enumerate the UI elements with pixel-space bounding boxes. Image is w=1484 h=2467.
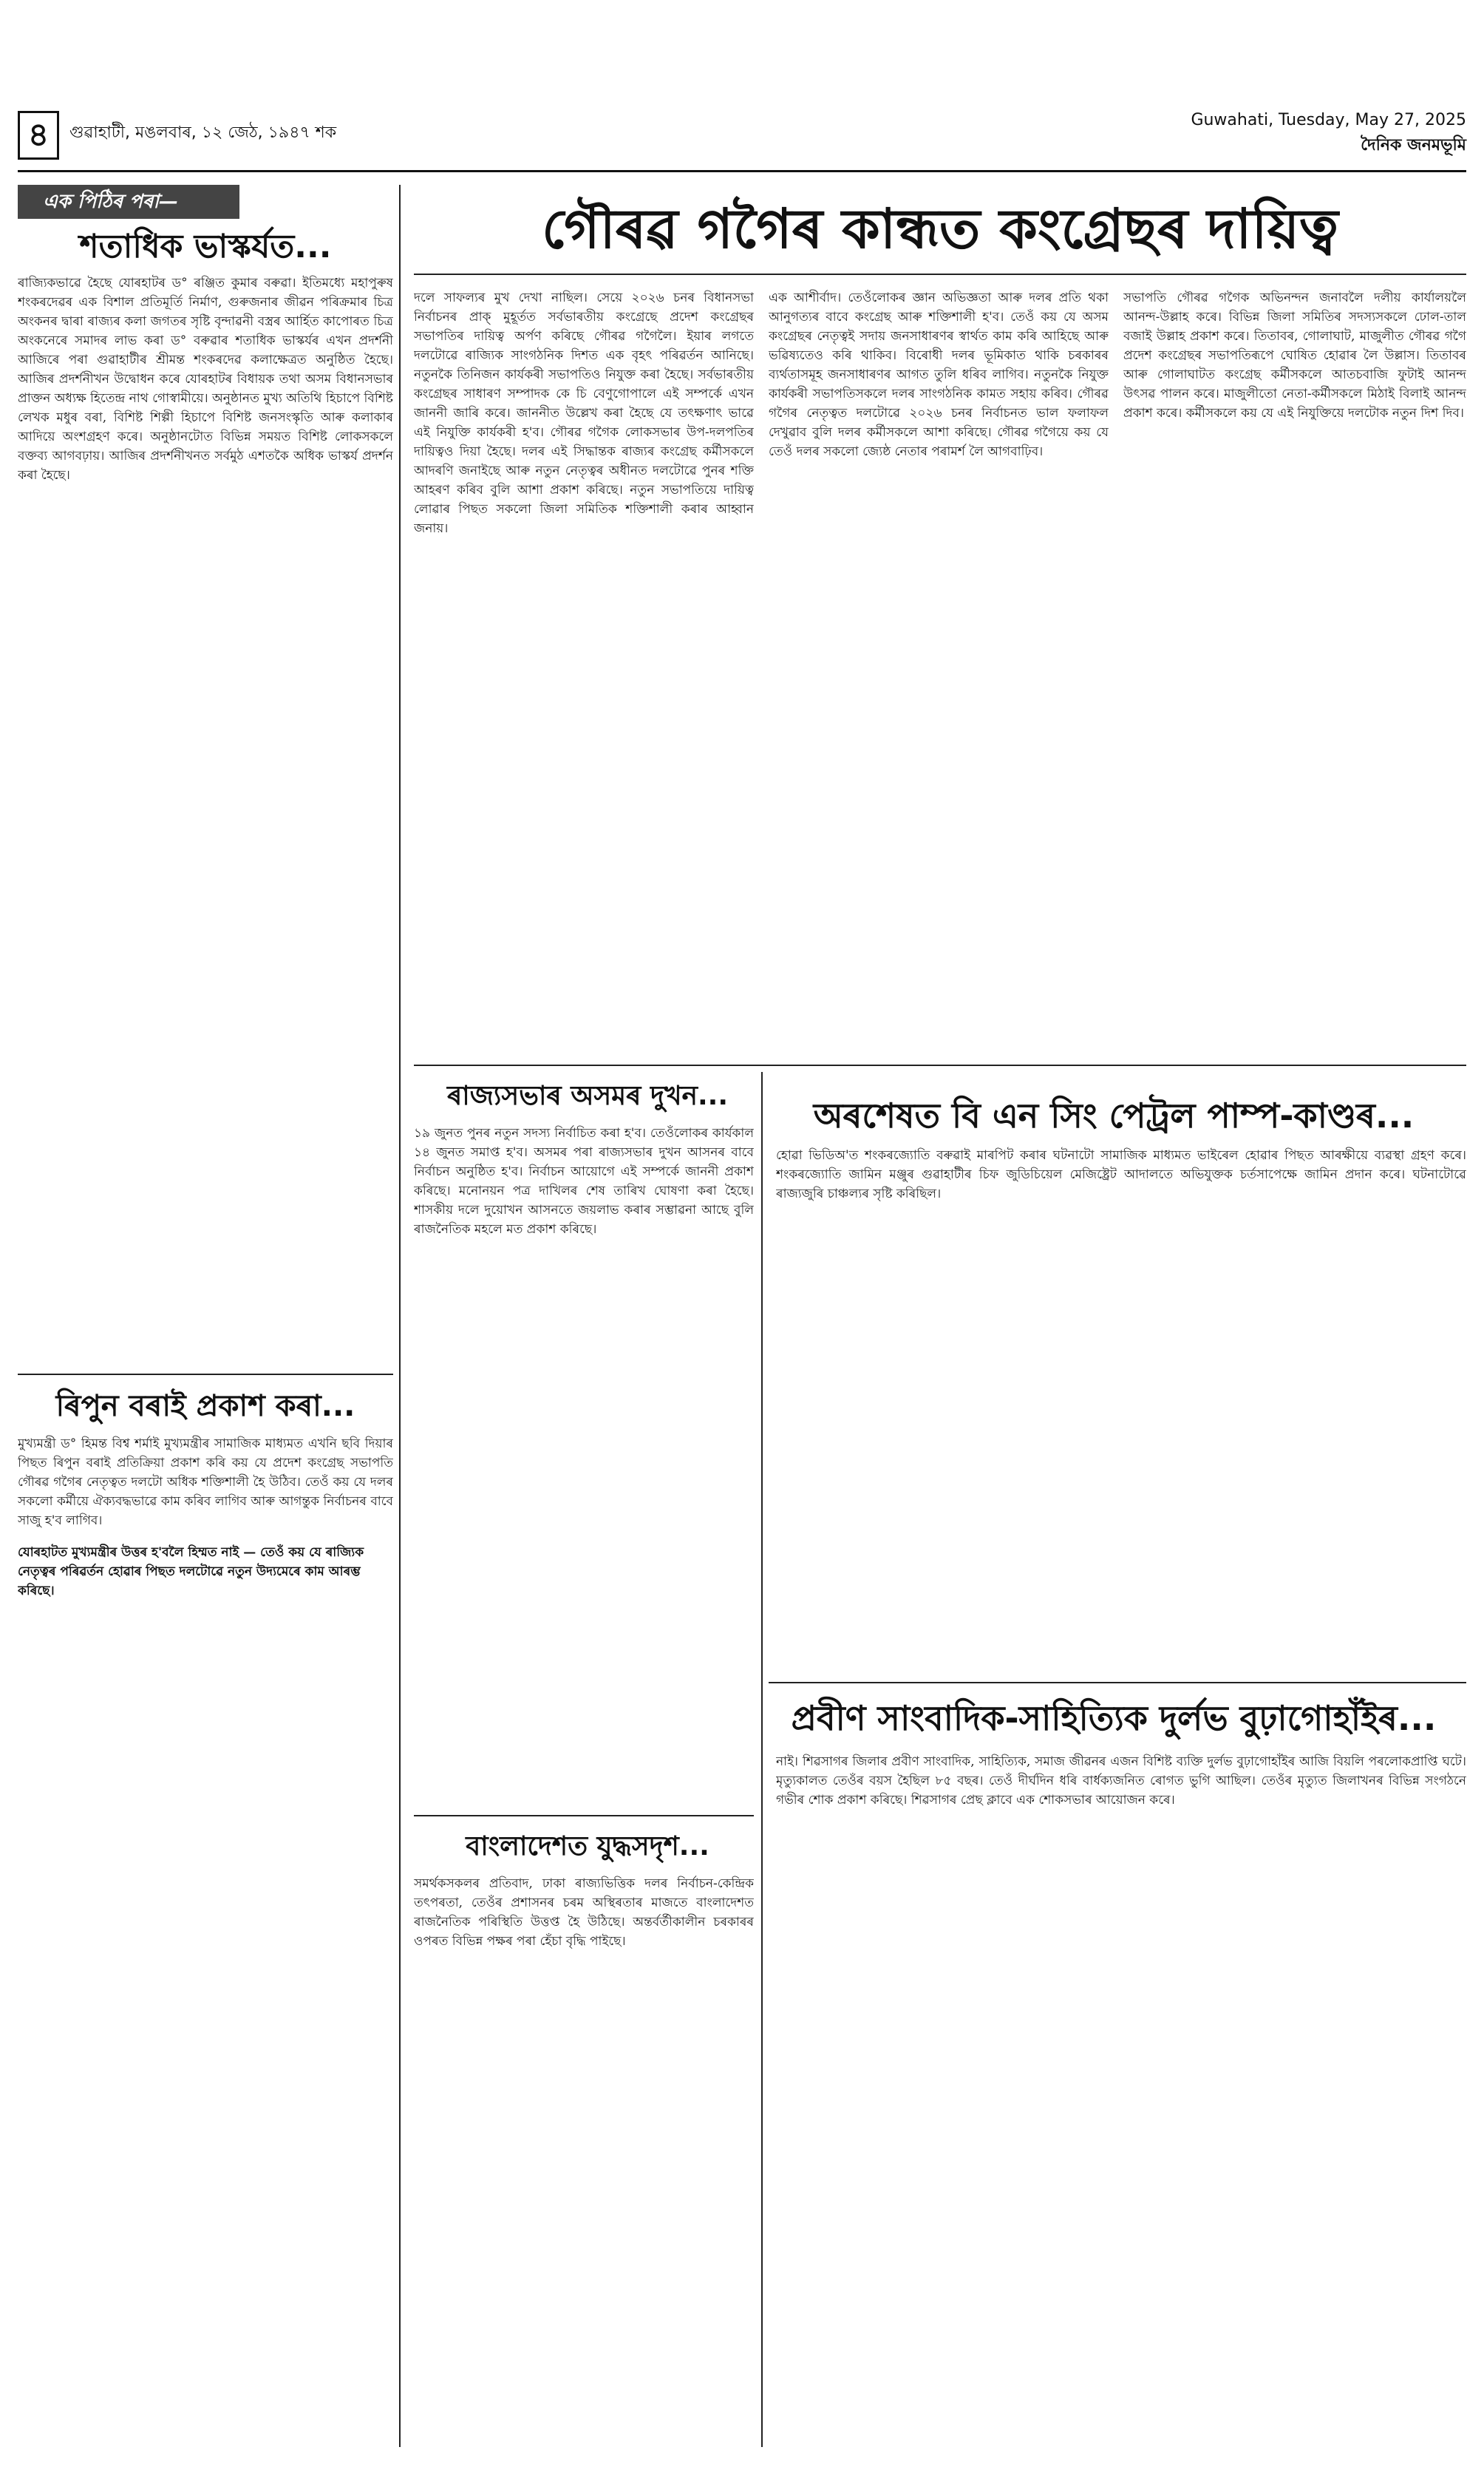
main-article-body-1: দলে সাফল্যৰ মুখ দেখা নাছিল। সেয়ে ২০২৬ চনৰ বিধানসভা নিৰ্বাচনৰ প্ৰাক্‌ মুহূৰ্তত সৰ্বভাৰতীয় কংগ্ৰেছে প্ৰদেশ কংগ্ৰেছৰ সভাপতিৰ দায়িত্ব অৰ্পণ কৰিছে গৌৰৱ গগৈলৈ। ইয়াৰ লগতে দলটোৱে ৰাজ্যিক সাংগঠনিক দিশত এক বৃহৎ পৰিৱৰ্তন আনিছে। নতুনকৈ তিনিজন কাৰ্যকৰী সভাপতিও নিযুক্ত কৰা হৈছে। সৰ্বভাৰতীয় কংগ্ৰেছৰ সাধাৰণ সম্পাদক কে চি বেণুগোপালে এই সম্পৰ্কে এখন জাননী জাৰি কৰে। জাননীত উল্লেখ কৰা হৈছে যে তৎক্ষণাৎ ভাৱে এই নিযুক্তি কাৰ্যকৰী হ'ব। গৌৰৱ গগৈক লোকসভাৰ উপ-দলপতিৰ দায়িত্বও দিয়া হৈছে। দলৰ এই সিদ্ধান্তক ৰাজ্যৰ কংগ্ৰেছ কৰ্মীসকলে আদৰণি জনাইছে আৰু নতুন নেতৃত্বৰ অধীনত দলটোৱে পুনৰ শক্তি আহৰণ কৰিব বুলি আশা প্ৰকাশ কৰিছে। নতুন সভাপতিয়ে দায়িত্ব লোৱাৰ পিছত সকলো জিলা সমিতিক শক্তিশালী কৰাৰ আহ্বান জনায়। xyxy=(414,291,754,536)
article-obituary-body: নাই। শিৱসাগৰ জিলাৰ প্ৰবীণ সাংবাদিক, সাহিত্যিক, সমাজ জীৱনৰ এজন বিশিষ্ট ব্যক্তি দুৰ্লভ বুঢ়াগোহাঁইৰ আজি বিয়লি পৰলোকপ্ৰাপ্তি ঘটে। মৃত্যুকালত তেওঁৰ বয়স হৈছিল ৮৫ বছৰ। তেওঁ দীৰ্ঘদিন ধৰি বাৰ্ধক্যজনিত ৰোগত ভুগি আছিল। তেওঁৰ মৃত্যুত জিলাখনৰ বিভিন্ন সংগঠনে গভীৰ শোক প্ৰকাশ কৰিছে। শিৱসাগৰ প্ৰেছ ক্লাবে এক শোকসভাৰ আয়োজন কৰে। xyxy=(776,1754,1466,1808)
headline-rajyasabha: ৰাজ্যসভাৰ অসমৰ দুখন... xyxy=(446,1081,729,1111)
paper-name: দৈনিক জনমভূমি xyxy=(1361,135,1466,155)
article-sculpture xyxy=(18,274,393,1368)
article-petrol-pump xyxy=(776,1146,1466,1678)
divider-mid xyxy=(414,1815,754,1816)
headline-petrol-pump: অৰশেষত বি এন সিং পেট্ৰল পাম্প-কাণ্ডৰ... xyxy=(813,1096,1415,1136)
main-article-col2 xyxy=(769,288,1109,1057)
column-rule-mid xyxy=(761,1072,763,2447)
article-petrol-pump-body: হোৱা ভিডিঅ'ত শংকৰজ্যোতি বৰুৱাই মাৰপিট কৰাৰ ঘটনাটো সামাজিক মাধ্যমত ভাইৰেল হোৱাৰ পিছত আৰক্ষীয়ে ব্যৱস্থা গ্ৰহণ কৰে। শংকৰজ্যোতি জামিন মঞ্জুৰ গুৱাহাটীৰ চিফ জুডিচিয়েল মেজিষ্ট্ৰেট আদালতে অভিযুক্তক চৰ্তসাপেক্ষে জামিন প্ৰদান কৰে। ঘটনাটোৱে ৰাজ্যজুৰি চাঞ্চল্যৰ সৃষ্টি কৰিছিল। xyxy=(776,1148,1466,1201)
divider-right xyxy=(769,1682,1466,1683)
date-assamese: গুৱাহাটী, মঙলবাৰ, ১২ জেঠ, ১৯৪৭ শক xyxy=(69,123,337,142)
article-rajyasabha-body: ১৯ জুনত পুনৰ নতুন সদস্য নিৰ্বাচিত কৰা হ'ব। তেওঁলোকৰ কাৰ্যকাল ১৪ জুনত সমাপ্ত হ'ব। অসমৰ পৰা ৰাজ্যসভাৰ দুখন আসনৰ বাবে নিৰ্বাচন অনুষ্ঠিত হ'ব। নিৰ্বাচন আয়োগে এই সম্পৰ্কে জাননী প্ৰকাশ কৰিছে। মনোনয়ন পত্ৰ দাখিলৰ শেষ তাৰিখ ঘোষণা কৰা হৈছে। শাসকীয় দলে দুয়োখন আসনতে জয়লাভ কৰাৰ সম্ভাৱনা আছে বুলি ৰাজনৈতিক মহলে মত প্ৰকাশ কৰিছে। xyxy=(414,1126,754,1237)
main-article-col1 xyxy=(414,288,754,1057)
article-ripun xyxy=(18,1434,393,2447)
column-rule-left xyxy=(399,185,401,2447)
article-sculpture-body: ৰাজ্যিকভাৱে হৈছে যোৰহাটৰ ড° ৰঞ্জিত কুমাৰ বৰুৱা। ইতিমধ্যে মহাপুৰুষ শংকৰদেৱৰ এক বিশাল প্ৰতিমূৰ্তি নিৰ্মাণ, গুৰুজনাৰ জীৱন পৰিক্ৰমাৰ চিত্ৰ অংকনৰ দ্বাৰা ৰাজ্যৰ কলা জগতৰ সৃষ্টি বৃন্দাৱনী বস্ত্ৰৰ আৰ্হিত কাপোৰত চিত্ৰ অংকনেৰে সমাদৰ লাভ কৰা ড° বৰুৱাৰ শতাধিক ভাস্কৰ্যৰ এখন প্ৰদৰ্শনী আজিৰে পৰা গুৱাহাটীৰ শ্ৰীমন্ত শংকৰদেৱ কলাক্ষেত্ৰত অনুষ্ঠিত হৈছে। আজিৰ প্ৰদৰ্শনীখন উদ্বোধন কৰে যোৰহাটৰ বিধায়ক তথা অসম বিধানসভাৰ প্ৰাক্তন অধ্যক্ষ হিতেন্দ্ৰ নাথ গোস্বামীয়ে। অনুষ্ঠানত মুখ্য অতিথি হিচাপে বিশিষ্ট লেখক মধুৰ বৰা, বিশিষ্ট শিল্পী হিচাপে বিশিষ্ট জনসংস্কৃতি আৰু কলাকাৰ আদিয়ে অংশগ্ৰহণ কৰে। অনুষ্ঠানটোত বিভিন্ন সময়ত বিশিষ্ট লোকসকলে বক্তব্য আগবঢ়ায়। আজিৰ প্ৰদৰ্শনীখনত সৰ্বমুঠ এশতকৈ অধিক ভাস্কৰ্য প্ৰদৰ্শন কৰা হৈছে। xyxy=(18,276,393,483)
headline-sculpture: শতাধিক ভাস্কৰ্যত... xyxy=(79,228,332,265)
headline-ripun: ৰিপুন বৰাই প্ৰকাশ কৰা... xyxy=(55,1389,355,1423)
divider-main xyxy=(414,1065,1466,1066)
main-headline: গৌৰৱ গগৈৰ কান্ধত কংগ্ৰেছৰ দায়িত্ব xyxy=(414,185,1466,275)
kicker-label: এক পিঠিৰ পৰা— xyxy=(18,185,239,219)
header-right xyxy=(1191,111,1466,160)
article-ripun-body: মুখ্যমন্ত্ৰী ড° হিমন্ত বিশ্ব শৰ্মাই মুখ্যমন্ত্ৰীৰ সামাজিক মাধ্যমত এখনি ছবি দিয়াৰ পিছত ৰিপুন বৰাই প্ৰতিক্ৰিয়া প্ৰকাশ কৰি কয় যে প্ৰদেশ কংগ্ৰেছ সভাপতি গৌৰৱ গগৈৰ নেতৃত্বত দলটো অধিক শক্তিশালী হৈ উঠিব। তেওঁ কয় যে দলৰ সকলো কৰ্মীয়ে ঐক্যবদ্ধভাৱে কাম কৰিব লাগিব আৰু আগন্তুক নিৰ্বাচনৰ বাবে সাজু হ'ব লাগিব। xyxy=(18,1436,393,1528)
headline-obituary: প্ৰবীণ সাংবাদিক-সাহিত্যিক দুৰ্লভ বুঢ়াগোহাঁইৰ... xyxy=(791,1698,1437,1738)
article-rajyasabha xyxy=(414,1124,754,1804)
divider-left xyxy=(18,1374,393,1375)
article-bangladesh-body: সমৰ্থকসকলৰ প্ৰতিবাদ, ঢাকা ৰাজ্যভিত্তিক দলৰ নিৰ্বাচন-কেন্দ্ৰিক তৎপৰতা, তেওঁৰ প্ৰশাসনৰ চৰম অস্থিৰতাৰ মাজতে বাংলাদেশত ৰাজনৈতিক পৰিস্থিতি উত্তপ্ত হৈ উঠিছে। অন্তৰ্বৰ্তীকালীন চৰকাৰৰ ওপৰত বিভিন্ন পক্ষৰ পৰা হেঁচা বৃদ্ধি পাইছে। xyxy=(414,1876,754,1949)
date-english: Guwahati, Tuesday, May 27, 2025 xyxy=(1191,111,1466,129)
article-obituary xyxy=(776,1752,1466,2447)
headline-bangladesh: বাংলাদেশত যুদ্ধসদৃশ... xyxy=(466,1831,709,1862)
main-article-body-2: এক আশীৰ্বাদ। তেওঁলোকৰ জ্ঞান অভিজ্ঞতা আৰু দলৰ প্ৰতি থকা আনুগত্যৰ বাবে কংগ্ৰেছ আৰু শক্তিশালী হ'ব। তেওঁ কয় যে অসম কংগ্ৰেছৰ নেতৃত্বই সদায় জনসাধাৰণৰ স্বাৰ্থত কাম কৰি আহিছে আৰু ভৱিষ্যতেও কৰি থাকিব। বিৰোধী দলৰ ভূমিকাত থাকি চৰকাৰৰ ব্যৰ্থতাসমূহ জনসাধাৰণৰ আগত তুলি ধৰিব লাগিব। নতুনকৈ নিযুক্ত কাৰ্যকৰী সভাপতিসকলে দলৰ সাংগঠনিক কামত সহায় কৰিব। গৌৰৱ গগৈৰ নেতৃত্বত দলটোৱে ২০২৬ চনৰ নিৰ্বাচনত ভাল ফলাফল দেখুৱাব বুলি দলৰ কৰ্মীসকলে আশা কৰিছে। গৌৰৱ গগৈয়ে কয় যে তেওঁ দলৰ সকলো জ্যেষ্ঠ নেতাৰ পৰামৰ্শ লৈ আগবাঢ়িব। xyxy=(769,291,1109,459)
page-number: ৪ xyxy=(18,111,59,160)
article-ripun-subhead: যোৰহাটত মুখ্যমন্ত্ৰীৰ উত্তৰ হ'বলৈ হিম্মত নাই — তেওঁ কয় যে ৰাজ্যিক নেতৃত্বৰ পৰিৱৰ্তন হোৱাৰ পিছত দলটোৱে নতুন উদ্যমেৰে কাম আৰম্ভ কৰিছে। xyxy=(18,1545,364,1598)
page-header xyxy=(18,111,1466,172)
main-article-body-3: সভাপতি গৌৰৱ গগৈক অভিনন্দন জনাবলৈ দলীয় কাৰ্যালয়লৈ আনন্দ-উল্লাহ কৰে। বিভিন্ন জিলা সমিতিৰ সদস্যসকলে ঢোল-তাল বজাই উল্লাহ প্ৰকাশ কৰে। তিতাবৰ, গোলাঘাট, মাজুলীত গৌৰৱ গগৈ প্ৰদেশ কংগ্ৰেছৰ সভাপতিৰূপে ঘোষিত হোৱাৰ লৈ উল্লাস। তিতাবৰ আৰু গোলাঘাটত কংগ্ৰেছ কৰ্মীসকলে আতচবাজি ফুটাই আনন্দ উৎসৱ পালন কৰে। মাজুলীতো নেতা-কৰ্মীসকলে মিঠাই বিলাই আনন্দ প্ৰকাশ কৰে। কৰ্মীসকলে কয় যে এই নিযুক্তিয়ে দলটোক নতুন দিশ দিব। xyxy=(1123,291,1466,421)
main-article-col3 xyxy=(1123,288,1466,1057)
article-bangladesh xyxy=(414,1874,754,2447)
